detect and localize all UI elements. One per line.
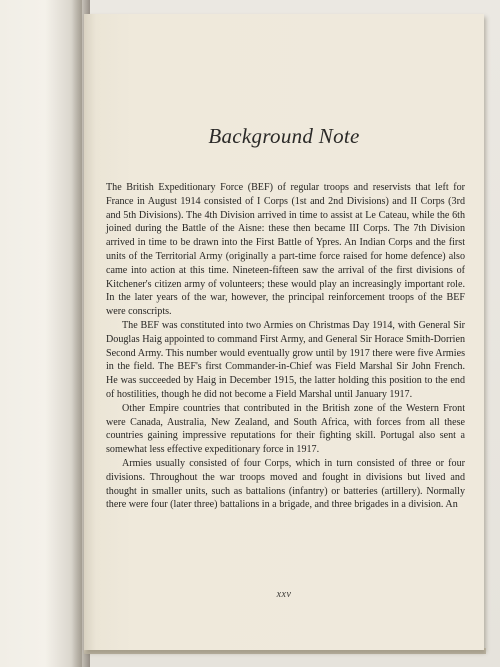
left-page xyxy=(0,0,82,667)
paragraph: Armies usually consisted of four Corps, which in turn consisted of three or four divisions. Throughout the war troops moved and fought in divisions but lived and thought in smaller units, such as battalions (infantry) or batteries (artillery). Normally there were four (later three) battalions in a brigade, and three brigades in a division. An xyxy=(106,457,465,511)
paragraph: The BEF was constituted into two Armies on Christmas Day 1914, with General Sir Douglas Haig appointed to command First Army, and General Sir Horace Smith-Dorrien Second Army. This number would eventually grow until by 1917 there were five Armies in the field. The BEF's first Commander-in-Chief was Field Marshal Sir John French. He was succeeded by Haig in December 1915, the latter holding this position to the end of hostilities, though he did not become a Field Marshal until January 1917. xyxy=(106,319,465,400)
body-text xyxy=(106,181,465,512)
page-number: xxv xyxy=(276,589,292,600)
page-heading: Background Note xyxy=(208,124,360,148)
paragraph: The British Expeditionary Force (BEF) of regular troops and reservists that left for France in August 1914 consisted of I Corps (1st and 2nd Divisions) and II Corps (3rd and 5th Divisions). The 4th Division arrived in time to assist at Le Cateau, while the 6th joined during the Battle of the Aisne: these then became III Corps. The 7th Division arrived in time to be drawn into the First Battle of Ypres. An Indian Corps and the first units of the Territorial Army (originally a part-time force raised for home defence) also came into action at this time. Nineteen-fifteen saw the arrival of the first divisions of Kitchener's citizen army of volunteers; these would play an increasingly important role. In the later years of the war, however, the principal reinforcement troops of the BEF were conscripts. xyxy=(106,182,465,318)
paragraph: Other Empire countries that contributed in the British zone of the Western Front were Canada, Australia, New Zealand, and South Africa, with forces from all these countries gaining impressive reputations for their fighting skill. Portugal also sent a somewhat less effective expeditionary force in 1917. xyxy=(106,402,465,456)
